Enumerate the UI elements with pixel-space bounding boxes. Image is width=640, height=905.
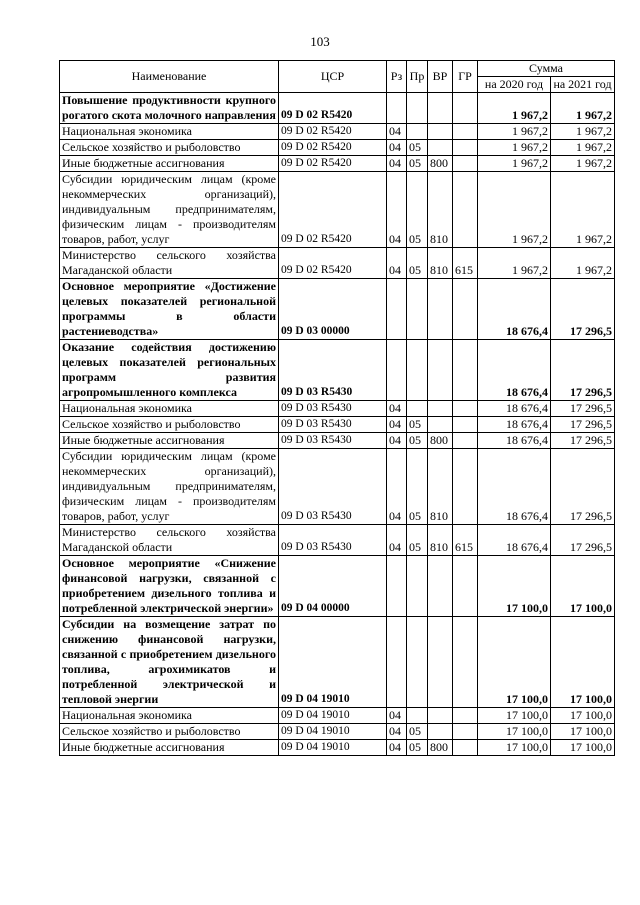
cell-2021: 17 100,0 xyxy=(551,617,615,708)
cell-pr: 05 xyxy=(407,156,428,172)
cell-gr xyxy=(453,617,478,708)
header-rz: Рз xyxy=(387,61,407,93)
cell-2021: 1 967,2 xyxy=(551,140,615,156)
header-pr: Пр xyxy=(407,61,428,93)
cell-2021: 17 296,5 xyxy=(551,340,615,401)
table-row xyxy=(60,708,615,724)
cell-2021: 1 967,2 xyxy=(551,156,615,172)
cell-name: Субсидии юридическим лицам (кроме некоммерческих организаций), индивидуальным предпринимателям, физическим лицам - производителям товаров, работ, услуг xyxy=(60,172,279,248)
cell-vr xyxy=(428,724,453,740)
header-csr: ЦСР xyxy=(279,61,387,93)
cell-vr xyxy=(428,140,453,156)
cell-2020: 1 967,2 xyxy=(478,156,551,172)
cell-pr xyxy=(407,340,428,401)
cell-gr xyxy=(453,279,478,340)
cell-csr: 09 D 03 R5430 xyxy=(279,433,387,449)
cell-2020: 1 967,2 xyxy=(478,93,551,124)
cell-csr: 09 D 02 R5420 xyxy=(279,140,387,156)
table-row xyxy=(60,556,615,617)
cell-2020: 18 676,4 xyxy=(478,340,551,401)
cell-name: Оказание содействия достижению целевых показателей региональных программ развития агропромышленного комплекса xyxy=(60,340,279,401)
cell-pr: 05 xyxy=(407,740,428,756)
cell-rz: 04 xyxy=(387,433,407,449)
cell-2020: 1 967,2 xyxy=(478,124,551,140)
table-row xyxy=(60,279,615,340)
cell-csr: 09 D 02 R5420 xyxy=(279,124,387,140)
header-year-2021: на 2021 год xyxy=(551,77,615,93)
table-row xyxy=(60,340,615,401)
cell-2020: 18 676,4 xyxy=(478,279,551,340)
cell-vr: 810 xyxy=(428,172,453,248)
cell-2021: 1 967,2 xyxy=(551,248,615,279)
cell-2021: 1 967,2 xyxy=(551,124,615,140)
cell-2021: 17 296,5 xyxy=(551,449,615,525)
cell-pr xyxy=(407,617,428,708)
cell-rz xyxy=(387,617,407,708)
cell-gr xyxy=(453,724,478,740)
cell-csr: 09 D 04 00000 xyxy=(279,556,387,617)
cell-name: Субсидии на возмещение затрат по снижению финансовой нагрузки, связанной с приобретением дизельного топлива, агрохимикатов и потребленной электрической и тепловой энергии xyxy=(60,617,279,708)
cell-pr: 05 xyxy=(407,724,428,740)
cell-rz: 04 xyxy=(387,140,407,156)
cell-vr: 810 xyxy=(428,248,453,279)
cell-gr xyxy=(453,140,478,156)
cell-vr xyxy=(428,708,453,724)
cell-2021: 17 100,0 xyxy=(551,724,615,740)
cell-pr xyxy=(407,401,428,417)
cell-2021: 1 967,2 xyxy=(551,172,615,248)
cell-2020: 17 100,0 xyxy=(478,708,551,724)
cell-gr xyxy=(453,124,478,140)
cell-name: Иные бюджетные ассигнования xyxy=(60,740,279,756)
cell-csr: 09 D 02 R5420 xyxy=(279,248,387,279)
table-row xyxy=(60,433,615,449)
cell-vr: 800 xyxy=(428,156,453,172)
table-row xyxy=(60,124,615,140)
cell-rz: 04 xyxy=(387,156,407,172)
cell-vr xyxy=(428,124,453,140)
cell-csr: 09 D 02 R5420 xyxy=(279,172,387,248)
cell-pr xyxy=(407,279,428,340)
cell-2021: 17 100,0 xyxy=(551,740,615,756)
header-sum: Сумма xyxy=(478,61,615,77)
cell-name: Национальная экономика xyxy=(60,708,279,724)
table-row xyxy=(60,93,615,124)
cell-gr xyxy=(453,417,478,433)
cell-gr: 615 xyxy=(453,248,478,279)
cell-gr xyxy=(453,340,478,401)
cell-rz xyxy=(387,340,407,401)
cell-pr xyxy=(407,93,428,124)
budget-table xyxy=(59,60,615,756)
cell-2020: 18 676,4 xyxy=(478,525,551,556)
cell-name: Основное мероприятие «Снижение финансовой нагрузки, связанной с приобретением дизельного топлива и потребленной электрической энергии» xyxy=(60,556,279,617)
cell-name: Национальная экономика xyxy=(60,401,279,417)
cell-csr: 09 D 04 19010 xyxy=(279,724,387,740)
cell-vr xyxy=(428,93,453,124)
cell-vr xyxy=(428,556,453,617)
cell-gr xyxy=(453,401,478,417)
cell-name: Министерство сельского хозяйства Магаданской области xyxy=(60,525,279,556)
cell-pr xyxy=(407,708,428,724)
cell-rz: 04 xyxy=(387,724,407,740)
cell-2020: 18 676,4 xyxy=(478,417,551,433)
cell-2021: 17 296,5 xyxy=(551,401,615,417)
cell-vr xyxy=(428,417,453,433)
table-row xyxy=(60,156,615,172)
page-number: 103 xyxy=(310,34,330,49)
cell-name: Повышение продуктивности крупного рогатого скота молочного направления xyxy=(60,93,279,124)
cell-csr: 09 D 03 R5430 xyxy=(279,340,387,401)
cell-gr xyxy=(453,556,478,617)
table-row xyxy=(60,617,615,708)
cell-2021: 17 296,5 xyxy=(551,433,615,449)
cell-rz xyxy=(387,279,407,340)
cell-rz: 04 xyxy=(387,525,407,556)
cell-rz: 04 xyxy=(387,124,407,140)
cell-pr: 05 xyxy=(407,172,428,248)
cell-gr xyxy=(453,708,478,724)
cell-2020: 17 100,0 xyxy=(478,724,551,740)
cell-name: Иные бюджетные ассигнования xyxy=(60,433,279,449)
table-body xyxy=(60,93,615,756)
cell-vr xyxy=(428,401,453,417)
table-header xyxy=(60,61,615,93)
cell-vr: 810 xyxy=(428,449,453,525)
table-row xyxy=(60,248,615,279)
cell-2020: 17 100,0 xyxy=(478,740,551,756)
cell-2020: 17 100,0 xyxy=(478,617,551,708)
cell-pr: 05 xyxy=(407,525,428,556)
table-row xyxy=(60,525,615,556)
cell-vr xyxy=(428,279,453,340)
table-row xyxy=(60,417,615,433)
cell-vr: 800 xyxy=(428,433,453,449)
cell-csr: 09 D 03 00000 xyxy=(279,279,387,340)
table-row xyxy=(60,172,615,248)
cell-2020: 18 676,4 xyxy=(478,449,551,525)
cell-rz: 04 xyxy=(387,401,407,417)
cell-2021: 1 967,2 xyxy=(551,93,615,124)
cell-csr: 09 D 02 R5420 xyxy=(279,156,387,172)
cell-name: Министерство сельского хозяйства Магаданской области xyxy=(60,248,279,279)
table-row xyxy=(60,401,615,417)
cell-rz xyxy=(387,556,407,617)
cell-csr: 09 D 04 19010 xyxy=(279,740,387,756)
cell-2020: 18 676,4 xyxy=(478,433,551,449)
cell-rz: 04 xyxy=(387,740,407,756)
cell-2020: 1 967,2 xyxy=(478,248,551,279)
cell-gr xyxy=(453,449,478,525)
cell-vr xyxy=(428,340,453,401)
cell-rz xyxy=(387,93,407,124)
cell-csr: 09 D 03 R5430 xyxy=(279,449,387,525)
cell-name: Национальная экономика xyxy=(60,124,279,140)
cell-vr: 810 xyxy=(428,525,453,556)
cell-pr xyxy=(407,556,428,617)
cell-2021: 17 296,5 xyxy=(551,279,615,340)
cell-2020: 1 967,2 xyxy=(478,172,551,248)
cell-2020: 18 676,4 xyxy=(478,401,551,417)
cell-gr: 615 xyxy=(453,525,478,556)
header-gr: ГР xyxy=(453,61,478,93)
cell-csr: 09 D 04 19010 xyxy=(279,617,387,708)
table-row xyxy=(60,449,615,525)
cell-gr xyxy=(453,156,478,172)
cell-pr: 05 xyxy=(407,449,428,525)
cell-rz: 04 xyxy=(387,172,407,248)
cell-vr: 800 xyxy=(428,740,453,756)
cell-rz: 04 xyxy=(387,417,407,433)
cell-gr xyxy=(453,93,478,124)
header-year-2020: на 2020 год xyxy=(478,77,551,93)
cell-csr: 09 D 03 R5430 xyxy=(279,525,387,556)
cell-name: Основное мероприятие «Достижение целевых показателей региональной программы в области растениеводства» xyxy=(60,279,279,340)
table-row xyxy=(60,724,615,740)
cell-name: Сельское хозяйство и рыболовство xyxy=(60,140,279,156)
header-name: Наименование xyxy=(60,61,279,93)
cell-csr: 09 D 03 R5430 xyxy=(279,417,387,433)
cell-2021: 17 296,5 xyxy=(551,525,615,556)
header-vr: ВР xyxy=(428,61,453,93)
table-row xyxy=(60,740,615,756)
cell-name: Иные бюджетные ассигнования xyxy=(60,156,279,172)
cell-csr: 09 D 04 19010 xyxy=(279,708,387,724)
table-row xyxy=(60,140,615,156)
cell-gr xyxy=(453,740,478,756)
cell-pr: 05 xyxy=(407,417,428,433)
cell-2021: 17 100,0 xyxy=(551,556,615,617)
cell-csr: 09 D 03 R5430 xyxy=(279,401,387,417)
cell-pr: 05 xyxy=(407,140,428,156)
cell-pr: 05 xyxy=(407,248,428,279)
cell-2021: 17 296,5 xyxy=(551,417,615,433)
cell-name: Сельское хозяйство и рыболовство xyxy=(60,417,279,433)
cell-name: Сельское хозяйство и рыболовство xyxy=(60,724,279,740)
cell-2020: 17 100,0 xyxy=(478,556,551,617)
cell-gr xyxy=(453,433,478,449)
cell-vr xyxy=(428,617,453,708)
cell-pr xyxy=(407,124,428,140)
cell-rz: 04 xyxy=(387,449,407,525)
cell-pr: 05 xyxy=(407,433,428,449)
cell-rz: 04 xyxy=(387,708,407,724)
cell-gr xyxy=(453,172,478,248)
cell-csr: 09 D 02 R5420 xyxy=(279,93,387,124)
cell-name: Субсидии юридическим лицам (кроме некоммерческих организаций), индивидуальным предпринимателям, физическим лицам - производителям товаров, работ, услуг xyxy=(60,449,279,525)
cell-2021: 17 100,0 xyxy=(551,708,615,724)
cell-2020: 1 967,2 xyxy=(478,140,551,156)
cell-rz: 04 xyxy=(387,248,407,279)
